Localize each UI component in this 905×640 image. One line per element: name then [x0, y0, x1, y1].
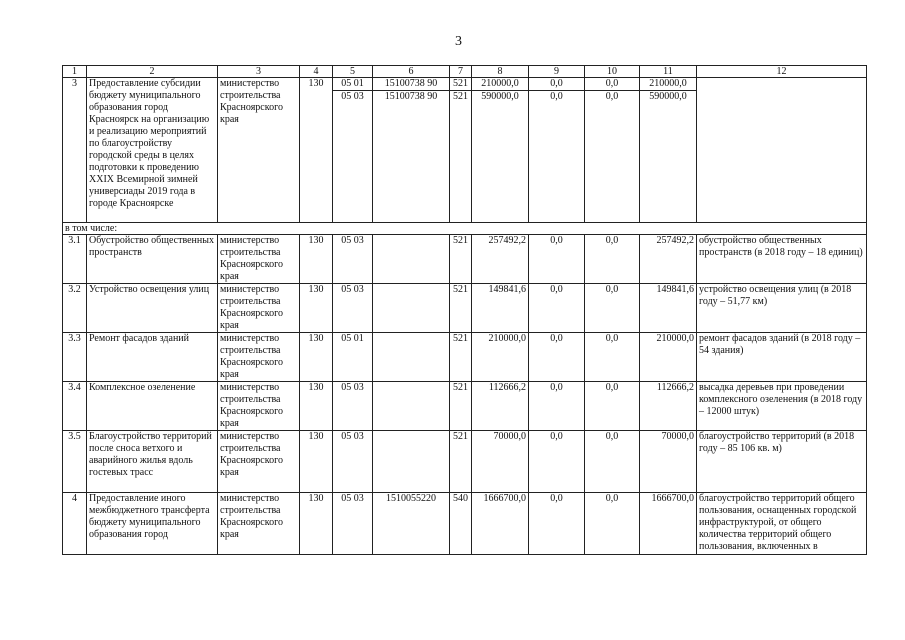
value-2018: 70000,0	[472, 431, 529, 493]
value-2019: 0,0	[529, 78, 585, 91]
ministry-name: министерство строительства Красноярского края	[218, 333, 300, 382]
budget-code: 130	[300, 382, 333, 431]
target-code: 15100738 90	[373, 91, 450, 223]
section-code: 05 03	[333, 493, 373, 555]
value-2019: 0,0	[529, 333, 585, 382]
value-total: 210000,0	[640, 333, 697, 382]
ministry-name: министерство строительства Красноярского края	[218, 382, 300, 431]
section-code: 05 01	[333, 333, 373, 382]
ministry-name: министерство строительства Красноярского края	[218, 78, 300, 223]
activity-name: Предоставление иного межбюджетного трансферта бюджету муниципального образования город	[87, 493, 218, 555]
expected-result: высадка деревьев при проведении комплексного озеленения (в 2018 году – 12000 штук)	[697, 382, 867, 431]
target-code	[373, 284, 450, 333]
value-2019: 0,0	[529, 91, 585, 223]
ministry-name: министерство строительства Красноярского края	[218, 284, 300, 333]
target-code	[373, 333, 450, 382]
value-2018: 210000,0	[472, 333, 529, 382]
expense-type: 521	[450, 91, 472, 223]
expected-result: благоустройство территорий (в 2018 году – 85 106 кв. м)	[697, 431, 867, 493]
expense-type: 521	[450, 333, 472, 382]
value-2020: 0,0	[585, 382, 640, 431]
column-number-row	[63, 66, 867, 78]
column-header: 6	[373, 66, 450, 78]
activity-name: Обустройство общественных пространств	[87, 235, 218, 284]
value-total: 590000,0	[640, 91, 697, 223]
value-2018: 112666,2	[472, 382, 529, 431]
expected-result: обустройство общественных пространств (в 2018 году – 18 единиц)	[697, 235, 867, 284]
column-header: 12	[697, 66, 867, 78]
expense-type: 540	[450, 493, 472, 555]
column-header: 4	[300, 66, 333, 78]
table-row	[63, 493, 867, 555]
target-code	[373, 431, 450, 493]
budget-code: 130	[300, 78, 333, 223]
table-row-3	[63, 78, 867, 91]
value-2018: 210000,0	[472, 78, 529, 91]
column-header: 2	[87, 66, 218, 78]
expense-type: 521	[450, 382, 472, 431]
value-2020: 0,0	[585, 431, 640, 493]
ministry-name: министерство строительства Красноярского края	[218, 493, 300, 555]
including-row	[63, 223, 867, 235]
activity-name: Благоустройство территорий после сноса ветхого и аварийного жилья вдоль гостевых трасс	[87, 431, 218, 493]
budget-code: 130	[300, 284, 333, 333]
value-2019: 0,0	[529, 235, 585, 284]
section-code: 05 01	[333, 78, 373, 91]
including-label: в том числе:	[63, 223, 867, 235]
value-2019: 0,0	[529, 382, 585, 431]
value-total: 257492,2	[640, 235, 697, 284]
row-number: 4	[63, 493, 87, 555]
budget-code: 130	[300, 333, 333, 382]
column-header: 1	[63, 66, 87, 78]
expected-result: устройство освещения улиц (в 2018 году – 51,77 км)	[697, 284, 867, 333]
value-total: 149841,6	[640, 284, 697, 333]
row-number: 3.1	[63, 235, 87, 284]
target-code: 1510055220	[373, 493, 450, 555]
activity-name: Устройство освещения улиц	[87, 284, 218, 333]
value-2018: 1666700,0	[472, 493, 529, 555]
target-code	[373, 382, 450, 431]
expected-result: благоустройство территорий общего пользования, оснащенных городской инфраструктурой, от общего количества территорий общего пользования, включенных в	[697, 493, 867, 555]
program-activities-table	[62, 65, 867, 555]
activity-name: Ремонт фасадов зданий	[87, 333, 218, 382]
value-2019: 0,0	[529, 493, 585, 555]
section-code: 05 03	[333, 91, 373, 223]
value-2018: 257492,2	[472, 235, 529, 284]
row-number: 3.5	[63, 431, 87, 493]
column-header: 7	[450, 66, 472, 78]
expense-type: 521	[450, 235, 472, 284]
row-number: 3	[63, 78, 87, 223]
expense-type: 521	[450, 78, 472, 91]
value-2020: 0,0	[585, 235, 640, 284]
row-number: 3.3	[63, 333, 87, 382]
expected-result: ремонт фасадов зданий (в 2018 году – 54 здания)	[697, 333, 867, 382]
budget-code: 130	[300, 235, 333, 284]
column-header: 11	[640, 66, 697, 78]
expected-result	[697, 78, 867, 223]
value-2019: 0,0	[529, 431, 585, 493]
value-2020: 0,0	[585, 78, 640, 91]
value-2018: 590000,0	[472, 91, 529, 223]
table-row	[63, 333, 867, 382]
row-number: 3.4	[63, 382, 87, 431]
table-row	[63, 382, 867, 431]
row-number: 3.2	[63, 284, 87, 333]
expense-type: 521	[450, 431, 472, 493]
budget-code: 130	[300, 431, 333, 493]
value-2020: 0,0	[585, 333, 640, 382]
expense-type: 521	[450, 284, 472, 333]
page-number: 3	[455, 34, 462, 49]
section-code: 05 03	[333, 431, 373, 493]
target-code	[373, 235, 450, 284]
column-header: 9	[529, 66, 585, 78]
value-total: 112666,2	[640, 382, 697, 431]
value-total: 70000,0	[640, 431, 697, 493]
value-2019: 0,0	[529, 284, 585, 333]
value-2020: 0,0	[585, 284, 640, 333]
activity-name: Комплексное озеленение	[87, 382, 218, 431]
target-code: 15100738 90	[373, 78, 450, 91]
column-header: 10	[585, 66, 640, 78]
budget-code: 130	[300, 493, 333, 555]
activity-name: Предоставление субсидии бюджету муниципального образования город Красноярск на организацию и реализацию мероприятий по благоустройству городской среды в целях подготовки к проведению XXIX Всемирной зимней универсиады 2019 года в городе Красноярске	[87, 78, 218, 223]
column-header: 5	[333, 66, 373, 78]
column-header: 3	[218, 66, 300, 78]
ministry-name: министерство строительства Красноярского края	[218, 235, 300, 284]
table-row	[63, 235, 867, 284]
table-row	[63, 284, 867, 333]
ministry-name: министерство строительства Красноярского края	[218, 431, 300, 493]
table-row	[63, 431, 867, 493]
column-header: 8	[472, 66, 529, 78]
value-total: 1666700,0	[640, 493, 697, 555]
value-total: 210000,0	[640, 78, 697, 91]
section-code: 05 03	[333, 284, 373, 333]
section-code: 05 03	[333, 382, 373, 431]
value-2020: 0,0	[585, 91, 640, 223]
section-code: 05 03	[333, 235, 373, 284]
value-2018: 149841,6	[472, 284, 529, 333]
value-2020: 0,0	[585, 493, 640, 555]
